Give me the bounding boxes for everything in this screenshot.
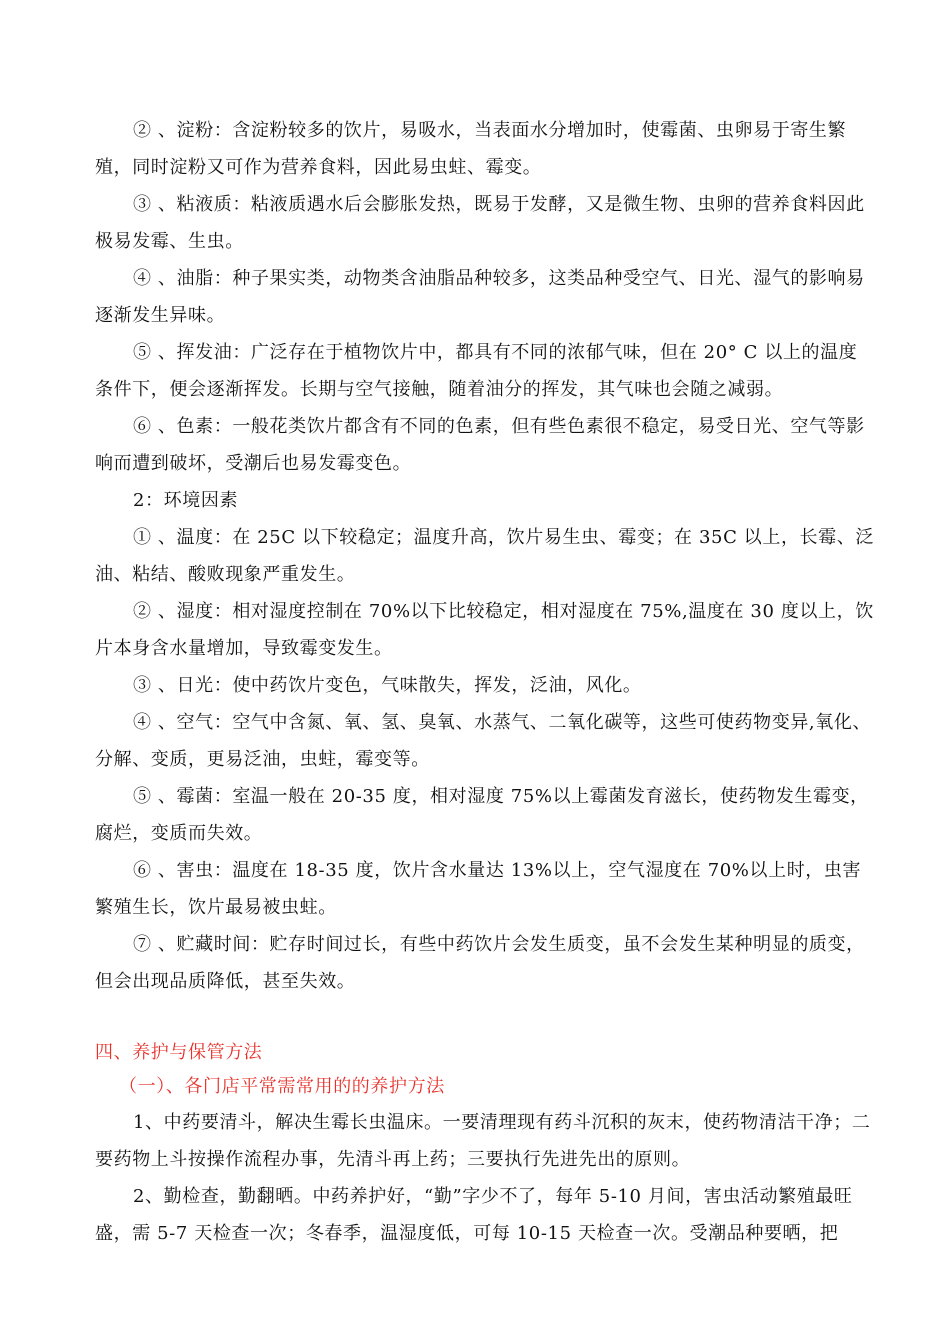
paragraph-oil: ④ 、油脂：种子果实类，动物类含油脂品种较多，这类品种受空气、日光、湿气的影响易逐渐发生异味。: [95, 268, 865, 326]
paragraph-mucilage: ③ 、粘液质：粘液质遇水后会膨胀发热，既易于发酵，又是微生物、虫卵的营养食料因此极易发霉、生虫。: [95, 194, 865, 252]
paragraph-volatile-oil: ⑤ 、挥发油：广泛存在于植物饮片中，都具有不同的浓郁气味，但在 20° C 以上的温度条件下，便会逐渐挥发。长期与空气接触，随着油分的挥发，其气味也会随之减弱。: [95, 342, 858, 400]
paragraph-pigment: ⑥ 、色素：一般花类饮片都含有不同的色素，但有些色素很不稳定，易受日光、空气等影响而遭到破坏，受潮后也易发霉变色。: [95, 416, 865, 474]
paragraph-temperature: ① 、温度：在 25C 以下较稳定；温度升高，饮片易生虫、霉变；在 35C 以上，长霉、泛油、粘结、酸败现象严重发生。: [95, 527, 874, 585]
paragraph-check-and-dry: 2、勤检查，勤翻晒。中药养护好，“勤”字少不了，每年 5-10 月间，害虫活动繁殖最旺盛，需 5-7 天检查一次；冬春季，温湿度低，可每 10-15 天检查一次。受潮品种要晒，把: [95, 1186, 853, 1244]
paragraph-air: ④ 、空气：空气中含氮、氧、氢、臭氧、水蒸气、二氧化碳等，这些可使药物变异,氧化、分解、变质，更易泛油，虫蛀，霉变等。: [95, 712, 872, 770]
paragraph-environment-factors: 2：环境因素: [133, 490, 239, 511]
paragraph-starch: ② 、淀粉：含淀粉较多的饮片，易吸水，当表面水分增加时，使霉菌、虫卵易于寄生繁殖，同时淀粉又可作为营养食料，因此易虫蛀、霉变。: [95, 120, 847, 178]
paragraph-storage-time: ⑦ 、贮藏时间：贮存时间过长，有些中药饮片会发生质变，虽不会发生某种明显的质变，但会出现品质降低，甚至失效。: [95, 934, 865, 992]
section-heading: 四、养护与保管方法: [95, 1042, 263, 1063]
paragraph-mold: ⑤ 、霉菌：室温一般在 20-35 度，相对湿度 75%以上霉菌发育滋长，使药物发生霉变，腐烂，变质而失效。: [95, 786, 869, 844]
sub-heading: （一）、各门店平常需常用的的养护方法: [119, 1076, 445, 1097]
paragraph-sunlight: ③ 、日光：使中药饮片变色，气味散失，挥发，泛油，风化。: [133, 675, 642, 696]
paragraph-clean-drawers: 1、中药要清斗，解决生霉长虫温床。一要清理现有药斗沉积的灰末，使药物清洁干净；二要药物上斗按操作流程办事，先清斗再上药；三要执行先进先出的原则。: [95, 1112, 871, 1170]
section-gap: [95, 1000, 875, 1036]
paragraph-humidity: ② 、湿度：相对湿度控制在 70%以下比较稳定，相对湿度在 75%,温度在 30 度以上，饮片本身含水量增加，导致霉变发生。: [95, 601, 874, 659]
paragraph-pests: ⑥ 、害虫：温度在 18-35 度，饮片含水量达 13%以上，空气湿度在 70%以上时，虫害繁殖生长，饮片最易被虫蛀。: [95, 860, 862, 918]
document-page: [95, 112, 875, 1252]
